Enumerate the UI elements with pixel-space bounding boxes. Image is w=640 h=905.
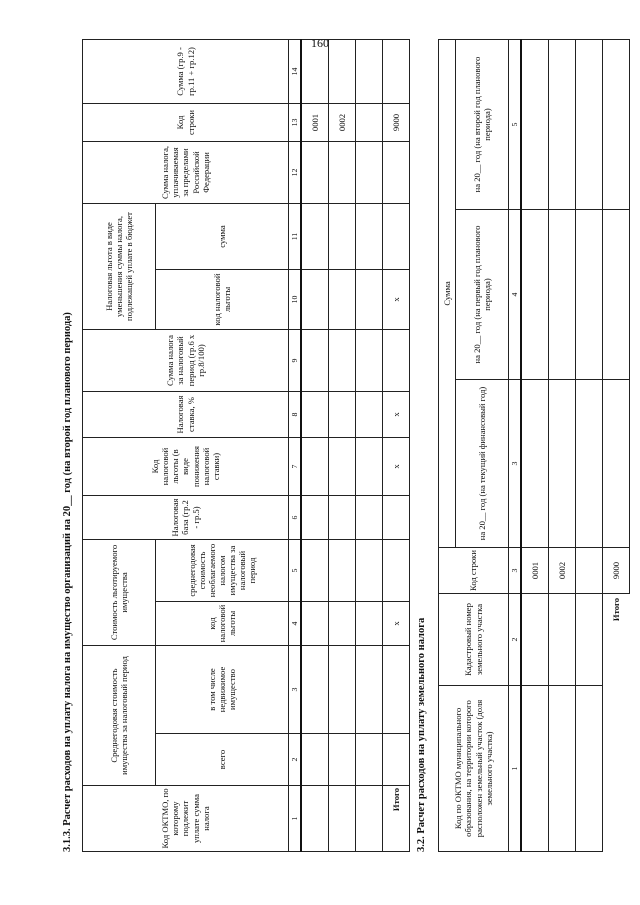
header-benefit-reduce-code: код налоговой льготы [156, 270, 289, 330]
col-num: 4 [509, 210, 522, 380]
cell-benefit-avg[interactable] [383, 540, 410, 602]
cell-row-code: 9000 [383, 103, 410, 141]
rotated-content [0, 30, 640, 880]
cell-total[interactable] [356, 734, 383, 786]
col-num: 1 [509, 686, 522, 852]
cell-benefit-reduce-code: x [383, 270, 410, 330]
col-num: 14 [289, 39, 302, 103]
header-oktmo: Код ОКТМО, по которому подлежит уплате сумма налога [83, 786, 289, 852]
cell-tax-rate[interactable] [356, 392, 383, 438]
col-num: 3 [509, 548, 522, 594]
cell-oktmo[interactable] [576, 686, 603, 852]
cell-sum[interactable] [329, 39, 356, 103]
header-sum-formula: Сумма (гр.9 - гр.11 + гр.12) [83, 39, 289, 103]
cell-tax-rate[interactable] [301, 392, 329, 438]
col-num: 4 [289, 602, 302, 646]
header-first-year: на 20__ год (на первый год планового периода) [456, 210, 509, 380]
cell-benefit-avg[interactable] [329, 540, 356, 602]
col-num: 3 [509, 380, 522, 548]
table-row [549, 40, 576, 852]
empty-cell [603, 686, 630, 852]
cell-row-code: 0001 [301, 103, 329, 141]
table-row [356, 39, 383, 851]
header-cadastral: Кадастровый номер земельного участка [439, 594, 509, 686]
cell-sum[interactable] [383, 39, 410, 103]
cell-reduce-code[interactable] [356, 438, 383, 496]
cell-realty[interactable] [383, 646, 410, 734]
cell-tax-rate: x [383, 392, 410, 438]
cell-tax-sum[interactable] [356, 330, 383, 392]
header-tax-rate: Налоговая ставка, % [83, 392, 289, 438]
col-num: 5 [289, 540, 302, 602]
cell-oktmo[interactable] [521, 686, 549, 852]
table-row [329, 39, 356, 851]
cell-sum[interactable] [356, 39, 383, 103]
cell-tax-rate[interactable] [329, 392, 356, 438]
cell-second[interactable] [603, 40, 630, 210]
header-benefit-reduce-sum: сумма [156, 203, 289, 269]
cell-paid-abroad[interactable] [301, 141, 329, 203]
cell-second[interactable] [549, 40, 576, 210]
total-row [383, 39, 410, 851]
header-benefit-value: Стоимость льготируемого имущества [83, 540, 156, 646]
cell-row-code [356, 103, 383, 141]
header-benefit-reduce: Налоговая льгота в виде уменьшения суммы налога, подлежащей уплате в бюджет [83, 203, 156, 329]
cell-oktmo[interactable] [356, 786, 383, 852]
cell-current[interactable] [521, 380, 549, 548]
col-num: 2 [509, 594, 522, 686]
cell-first[interactable] [576, 210, 603, 380]
cell-row-code [576, 548, 603, 594]
cell-benefit-code[interactable] [329, 602, 356, 646]
cell-paid-abroad[interactable] [383, 141, 410, 203]
cell-tax-sum[interactable] [329, 330, 356, 392]
col-num: 6 [289, 496, 302, 540]
cell-oktmo[interactable] [301, 786, 329, 852]
header-row-code: Код строки [439, 548, 509, 594]
cell-benefit-avg[interactable] [356, 540, 383, 602]
header-tax-base: Налоговая база (гр.2 - гр.5) [83, 496, 289, 540]
col-num: 8 [289, 392, 302, 438]
cell-benefit-reduce-code[interactable] [301, 270, 329, 330]
cell-row-code: 9000 [603, 548, 630, 594]
header-row-code: Код строки [83, 103, 289, 141]
cell-first[interactable] [603, 210, 630, 380]
cell-oktmo[interactable] [329, 786, 356, 852]
col-num: 7 [289, 438, 302, 496]
total-label: Итого [611, 598, 622, 622]
cell-tax-base[interactable] [383, 496, 410, 540]
col-num: 2 [289, 734, 302, 786]
cell-tax-base[interactable] [301, 496, 329, 540]
cell-total[interactable] [383, 734, 410, 786]
cell-row-code: 0002 [329, 103, 356, 141]
header-benefit-code-reduce: Код налоговой льготы (в виде понижения налоговой ставки) [83, 438, 289, 496]
cell-reduce-code: x [383, 438, 410, 496]
cell-benefit-reduce-code[interactable] [356, 270, 383, 330]
cell-paid-abroad[interactable] [356, 141, 383, 203]
cell-tax-sum[interactable] [301, 330, 329, 392]
table-row [301, 39, 329, 851]
cell-second[interactable] [521, 40, 549, 210]
cell-paid-abroad[interactable] [329, 141, 356, 203]
cell-benefit-reduce-sum[interactable] [329, 203, 356, 269]
property-tax-table [82, 39, 410, 852]
cell-benefit-avg[interactable] [301, 540, 329, 602]
col-num: 5 [509, 40, 522, 210]
header-oktmo: Код по ОКТМО муниципального образования, на территории которого расположен земельный участок (доля земельного участка) [439, 686, 509, 852]
total-row [603, 40, 630, 852]
header-incl-realty: в том числе недвижимое имущество [156, 646, 289, 734]
land-tax-table [438, 39, 630, 852]
header-tax-sum: Сумма налога за налоговый период (гр.6 х гр.8/100) [83, 330, 289, 392]
cell-benefit-reduce-sum[interactable] [383, 203, 410, 269]
total-label: Итого [383, 786, 410, 852]
cell-cadastral[interactable] [576, 594, 603, 686]
cell-current[interactable] [576, 380, 603, 548]
col-num: 13 [289, 103, 302, 141]
column-numbers-row [289, 39, 302, 851]
cell-benefit-code[interactable] [301, 602, 329, 646]
cell-reduce-code[interactable] [329, 438, 356, 496]
cell-cadastral[interactable] [521, 594, 549, 686]
page-number: 160 [311, 36, 329, 50]
cell-reduce-code[interactable] [301, 438, 329, 496]
cell-tax-base[interactable] [329, 496, 356, 540]
cell-tax-sum[interactable] [383, 330, 410, 392]
cell-tax-base[interactable] [356, 496, 383, 540]
cell-sum[interactable] [301, 39, 329, 103]
header-sum: Сумма [439, 40, 456, 548]
header-avg-value: Среднегодовая стоимость имущества за налоговый период [83, 646, 156, 786]
col-num: 9 [289, 330, 302, 392]
cell-realty[interactable] [329, 646, 356, 734]
col-num: 10 [289, 270, 302, 330]
header-total: всего [156, 734, 289, 786]
cell-row-code: 0002 [549, 548, 576, 594]
cell-benefit-code: x [383, 602, 410, 646]
cell-benefit-reduce-code[interactable] [329, 270, 356, 330]
header-benefit-avg: среднегодовая стоимость необлагаемого налогом имущества за налоговый период [156, 540, 289, 602]
cell-total[interactable] [329, 734, 356, 786]
section2-title: 3.2. Расчет расходов на уплату земельного налога [416, 617, 427, 852]
cell-benefit-reduce-sum[interactable] [301, 203, 329, 269]
cell-current[interactable] [603, 380, 630, 548]
header-benefit-code: код налоговой льготы [156, 602, 289, 646]
cell-realty[interactable] [301, 646, 329, 734]
header-current-year: на 20__ год (на текущий финансовый год) [456, 380, 509, 548]
cell-realty[interactable] [356, 646, 383, 734]
cell-oktmo[interactable] [549, 686, 576, 852]
cell-first[interactable] [521, 210, 549, 380]
col-num: 1 [289, 786, 302, 852]
column-numbers-row [509, 40, 522, 852]
cell-total[interactable] [301, 734, 329, 786]
cell-second[interactable] [576, 40, 603, 210]
header-paid-abroad: Сумма налога, уплачиваемая за пределами Российской Федерации [83, 141, 289, 203]
cell-row-code: 0001 [521, 548, 549, 594]
col-num: 11 [289, 203, 302, 269]
header-second-year: на 20__ год (на второй год планового периода) [456, 40, 509, 210]
cell-benefit-reduce-sum[interactable] [356, 203, 383, 269]
cell-first[interactable] [549, 210, 576, 380]
cell-cadastral[interactable] [549, 594, 576, 686]
col-num: 3 [289, 646, 302, 734]
table-row [521, 40, 549, 852]
cell-current[interactable] [549, 380, 576, 548]
section1-title: 3.1.3. Расчет расходов на уплату налога на имущество организаций на 20__ год (на второй год планового периода) [62, 312, 73, 852]
col-num: 12 [289, 141, 302, 203]
table-row [576, 40, 603, 852]
cell-benefit-code[interactable] [356, 602, 383, 646]
